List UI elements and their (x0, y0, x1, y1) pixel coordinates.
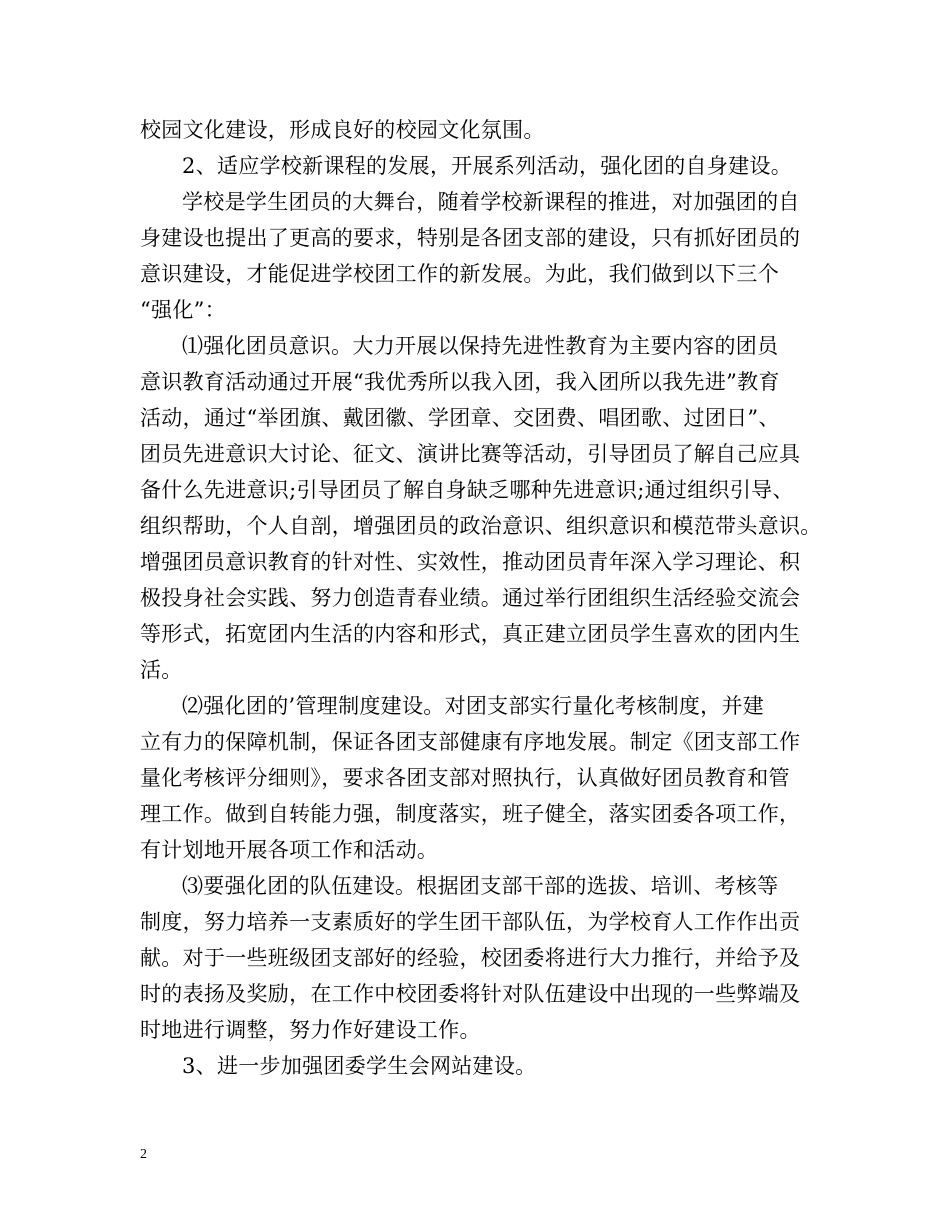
text-line: 组织帮助，个人自剖，增强团员的政治意识、组织意识和模范带头意识。 (140, 514, 822, 538)
text-line: 时地进行调整，努力作好建设工作。 (140, 1018, 481, 1042)
text-line: ⑶要强化团的队伍建设。根据团支部干部的选拔、培训、考核等 (182, 874, 779, 898)
text-line: 极投身社会实践、努力创造青春业绩。通过举行团组织生活经验交流会 (140, 586, 801, 610)
section-heading: 3、进一步加强团委学生会网站建设。 (182, 1054, 537, 1078)
text-line: 等形式，拓宽团内生活的内容和形式，真正建立团员学生喜欢的团内生 (140, 622, 801, 646)
text-line: 意识建设，才能促进学校团工作的新发展。为此，我们做到以下三个 (140, 262, 779, 286)
page-number: 2 (140, 1147, 147, 1162)
text-line: 学校是学生团员的大舞台，随着学校新课程的推进，对加强团的自 (182, 190, 800, 214)
text-line: ⑴强化团员意识。大力开展以保持先进性教育为主要内容的团员 (182, 334, 779, 358)
text-line: 备什么先进意识;引导团员了解自身缺乏哪种先进意识;通过组织引导、 (140, 478, 794, 502)
text-line: 有计划地开展各项工作和活动。 (140, 838, 439, 862)
text-line: 立有力的保障机制，保证各团支部健康有序地发展。制定《团支部工作 (140, 730, 801, 754)
text-line: 量化考核评分细则》，要求各团支部对照执行，认真做好团员教育和管 (140, 766, 790, 790)
text-line: 理工作。做到自转能力强，制度落实，班子健全，落实团委各项工作， (140, 802, 801, 826)
text-line: 献。对于一些班级团支部好的经验，校团委将进行大力推行，并给予及 (140, 946, 801, 970)
text-line: 意识教育活动通过开展“我优秀所以我入团，我入团所以我先进”教育 (140, 370, 780, 394)
text-line: 活动，通过“举团旗、戴团徽、学团章、交团费、唱团歌、过团日”、 (140, 406, 780, 430)
text-line: 制度，努力培养一支素质好的学生团干部队伍，为学校育人工作作出贡 (140, 910, 801, 934)
text-line: 团员先进意识大讨论、征文、演讲比赛等活动，引导团员了解自己应具 (140, 442, 801, 466)
text-line: 时的表扬及奖励，在工作中校团委将针对队伍建设中出现的一些弊端及 (140, 982, 801, 1006)
text-line: “强化”： (140, 298, 226, 322)
text-line: 活。 (140, 658, 183, 682)
text-line: 校园文化建设，形成良好的校园文化氛围。 (140, 118, 545, 142)
text-line: 增强团员意识教育的针对性、实效性，推动团员青年深入学习理论、积 (140, 550, 801, 574)
text-line: ⑵强化团的’管理制度建设。对团支部实行量化考核制度，并建 (182, 694, 765, 718)
text-line: 身建设也提出了更高的要求，特别是各团支部的建设，只有抓好团员的 (140, 226, 801, 250)
section-heading: 2、适应学校新课程的发展，开展系列活动，强化团的自身建设。 (182, 154, 793, 178)
